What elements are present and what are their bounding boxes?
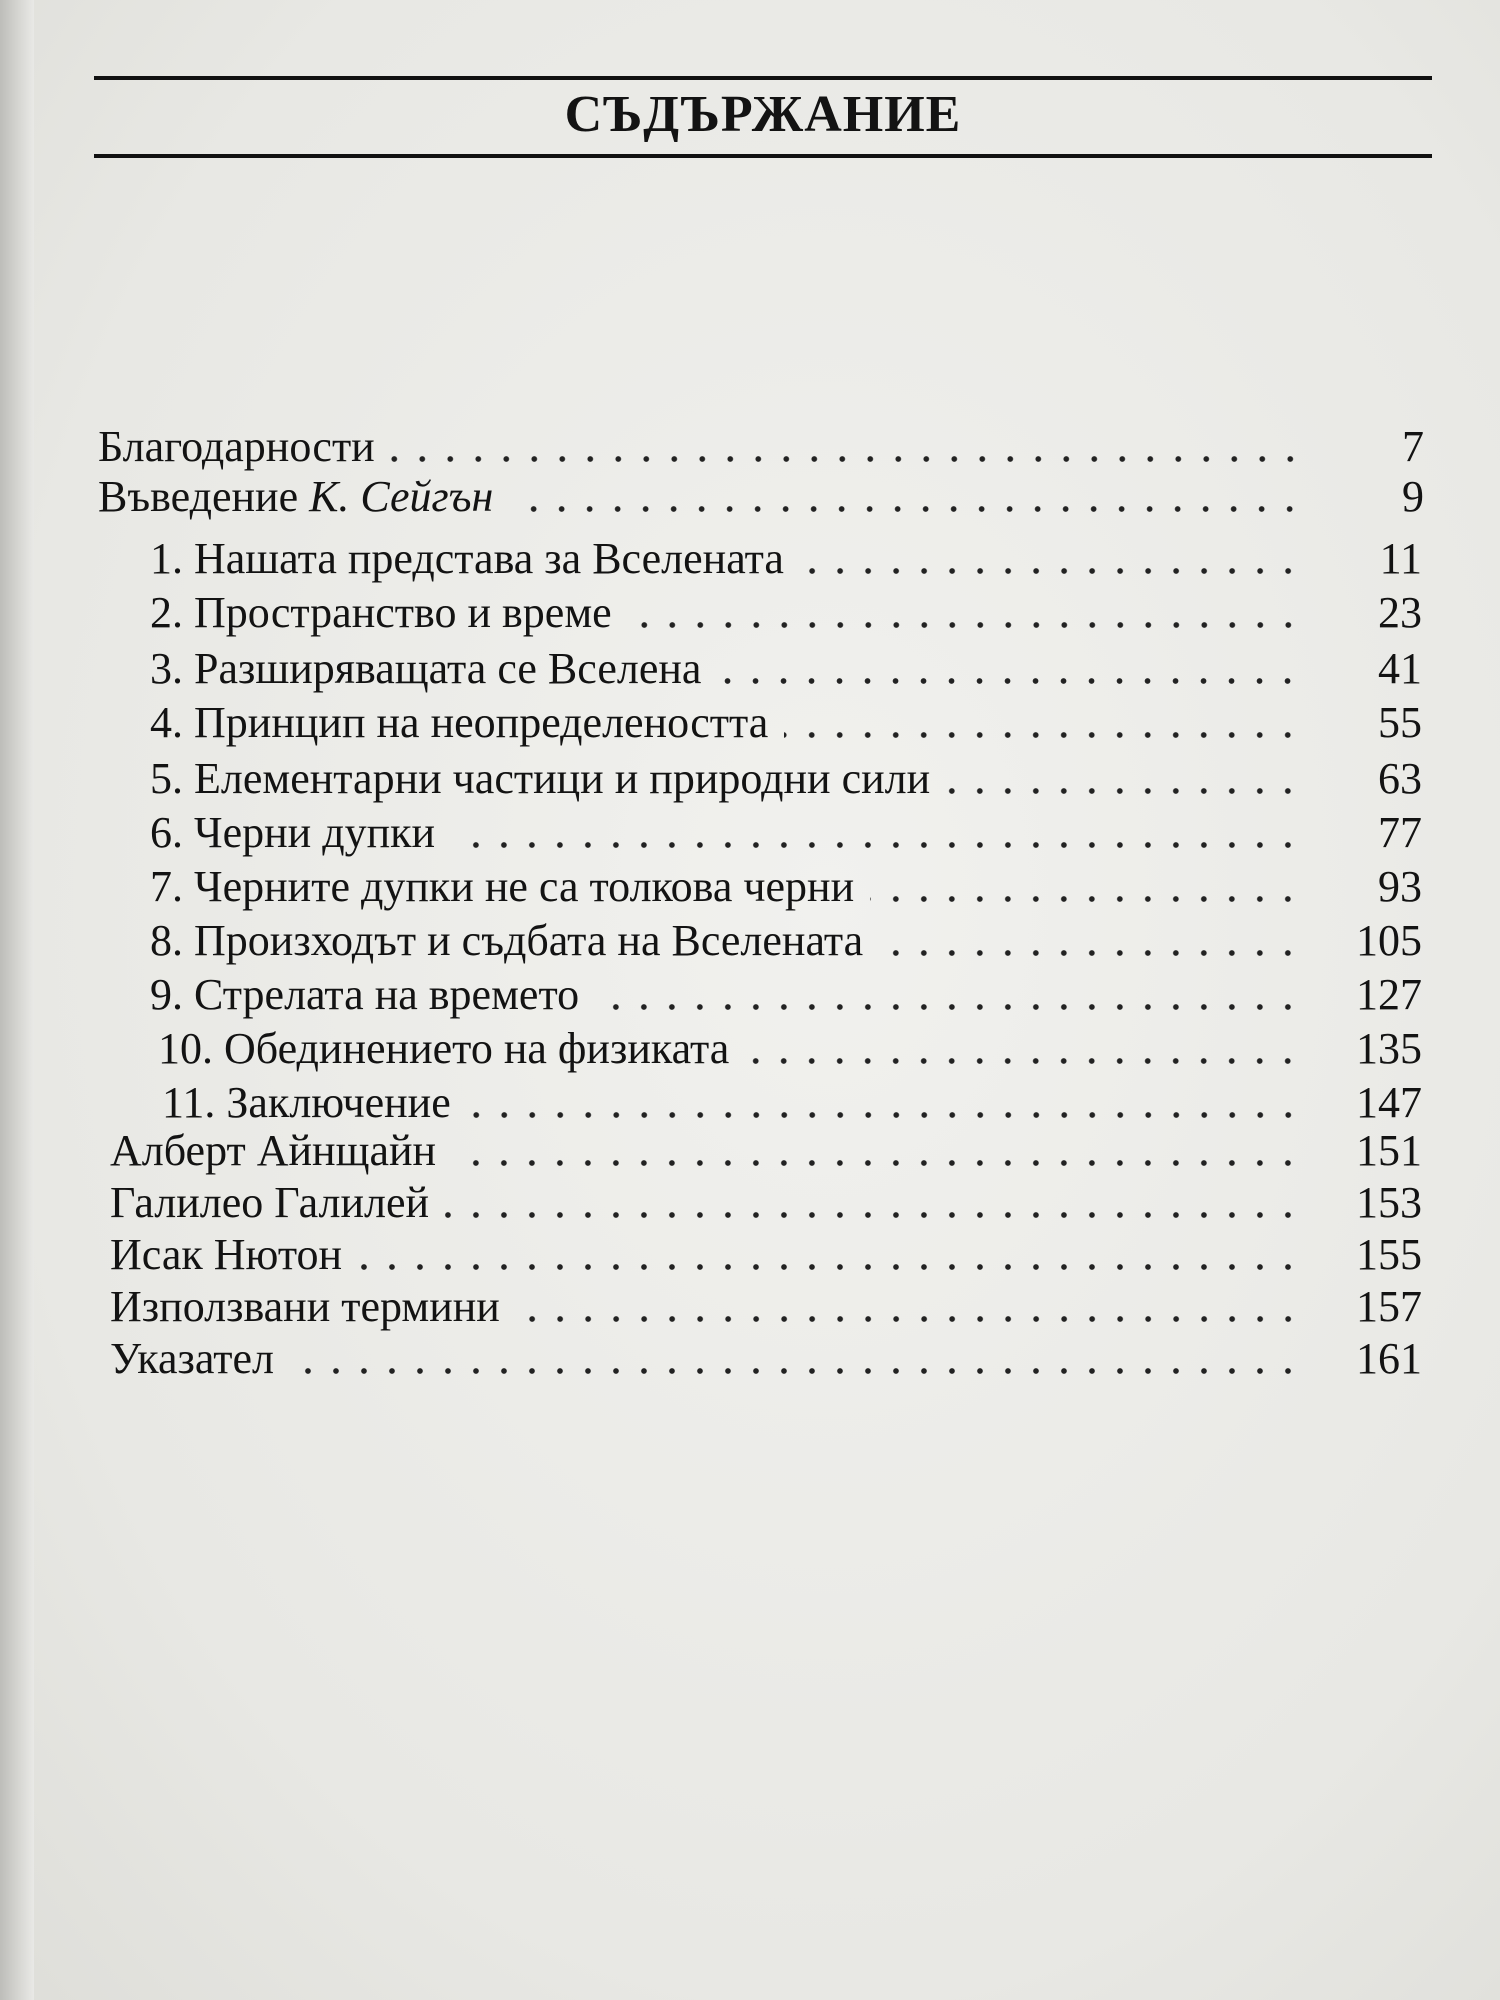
toc-entry-page: 41 [1378, 644, 1422, 693]
toc-entry-page: 157 [1356, 1282, 1422, 1331]
toc-leader-dots [451, 841, 1302, 849]
toc-leader-dots [452, 1159, 1302, 1167]
toc-entry-chapter-11[interactable] [162, 1076, 1422, 1130]
toc-leader-dots [800, 567, 1302, 575]
toc-entry-label: 9. Стрелата на времето [150, 970, 580, 1019]
toc-entry-page: 55 [1378, 698, 1422, 747]
toc-leader-dots [717, 677, 1302, 685]
header-bottom-rule [94, 154, 1432, 158]
toc-leader-dots [628, 621, 1302, 629]
toc-entry-label: Алберт Айнщайн [110, 1126, 437, 1175]
toc-entry-page: 155 [1356, 1230, 1422, 1279]
toc-leader-dots [870, 895, 1302, 903]
toc-entry-acknowledgements[interactable] [98, 420, 1424, 474]
toc-entry-label: Използвани термини [110, 1282, 500, 1331]
toc-leader-dots [467, 1111, 1302, 1119]
toc-entry-chapter-5[interactable] [150, 752, 1422, 806]
toc-entry-label: 5. Елементарни частици и природни сили [150, 754, 931, 803]
toc-entry-page: 23 [1378, 588, 1422, 637]
toc-entry-glossary[interactable] [110, 1280, 1422, 1334]
toc-entry-chapter-1[interactable] [150, 532, 1422, 586]
page-title: СЪДЪРЖАНИЕ [564, 86, 962, 143]
toc-entry-page: 63 [1378, 754, 1422, 803]
toc-entry-chapter-7[interactable] [150, 860, 1422, 914]
toc-entry-label: Исак Нютон [110, 1230, 343, 1279]
toc-leader-dots [358, 1263, 1302, 1271]
toc-entry-label-wrapper [98, 470, 493, 524]
toc-entry-page: 151 [1356, 1126, 1422, 1175]
toc-entry-label: 8. Произходът и съдбата на Вселената [150, 916, 864, 965]
toc-leader-dots [784, 731, 1302, 739]
toc-leader-dots [445, 1211, 1302, 1219]
toc-entry-label: 6. Черни дупки [150, 808, 436, 857]
toc-entry-label: Въведение [98, 472, 299, 521]
toc-leader-dots [879, 949, 1302, 957]
toc-entry-chapter-6[interactable] [150, 806, 1422, 860]
toc-entry-page: 93 [1378, 862, 1422, 911]
toc-entry-chapter-4[interactable] [150, 696, 1422, 750]
toc-entry-label: 11. Заключение [162, 1078, 451, 1127]
toc-leader-dots [290, 1367, 1302, 1375]
page-binding-shadow [0, 0, 34, 2000]
toc-entry-page: 11 [1379, 534, 1422, 583]
toc-leader-dots [509, 505, 1304, 513]
toc-entry-chapter-2[interactable] [150, 586, 1422, 640]
toc-entry-chapter-10[interactable] [158, 1022, 1422, 1076]
toc-entry-page: 127 [1356, 970, 1422, 1019]
toc-entry-index[interactable] [110, 1332, 1422, 1386]
toc-entry-galilei[interactable] [110, 1176, 1422, 1230]
toc-entry-label: 2. Пространство и време [150, 588, 612, 637]
toc-entry-chapter-8[interactable] [150, 914, 1422, 968]
toc-entry-label: 3. Разширяващата се Вселена [150, 644, 702, 693]
toc-entry-page: 135 [1356, 1024, 1422, 1073]
toc-entry-label: 4. Принцип на неопределеността [150, 698, 769, 747]
toc-entry-chapter-9[interactable] [150, 968, 1422, 1022]
toc-leader-dots [595, 1003, 1302, 1011]
toc-entry-einstein[interactable] [110, 1124, 1422, 1178]
toc-entry-label: Указател [110, 1334, 275, 1383]
toc-entry-label: 1. Нашата представа за Вселената [150, 534, 784, 583]
toc-entry-page: 147 [1356, 1078, 1422, 1127]
toc-entry-label: 7. Черните дупки не са толкова черни [150, 862, 855, 911]
toc-entry-newton[interactable] [110, 1228, 1422, 1282]
toc-entry-label: Галилео Галилей [110, 1178, 430, 1227]
toc-entry-label: Благодарности [98, 422, 375, 471]
toc-entry-introduction[interactable] [98, 470, 1424, 524]
toc-leader-dots [946, 787, 1302, 795]
toc-leader-dots [745, 1057, 1302, 1065]
toc-leader-dots [391, 455, 1304, 463]
toc-entry-page: 161 [1356, 1334, 1422, 1383]
toc-entry-page: 105 [1356, 916, 1422, 965]
toc-entry-page: 7 [1402, 422, 1424, 471]
toc-entry-page: 153 [1356, 1178, 1422, 1227]
toc-entry-page: 77 [1378, 808, 1422, 857]
toc-leader-dots [516, 1315, 1302, 1323]
toc-entry-author: К. Сейгън [309, 472, 494, 521]
toc-entry-label: 10. Обединението на физиката [158, 1024, 730, 1073]
toc-entry-page: 9 [1402, 472, 1424, 521]
toc-entry-chapter-3[interactable] [150, 642, 1422, 696]
